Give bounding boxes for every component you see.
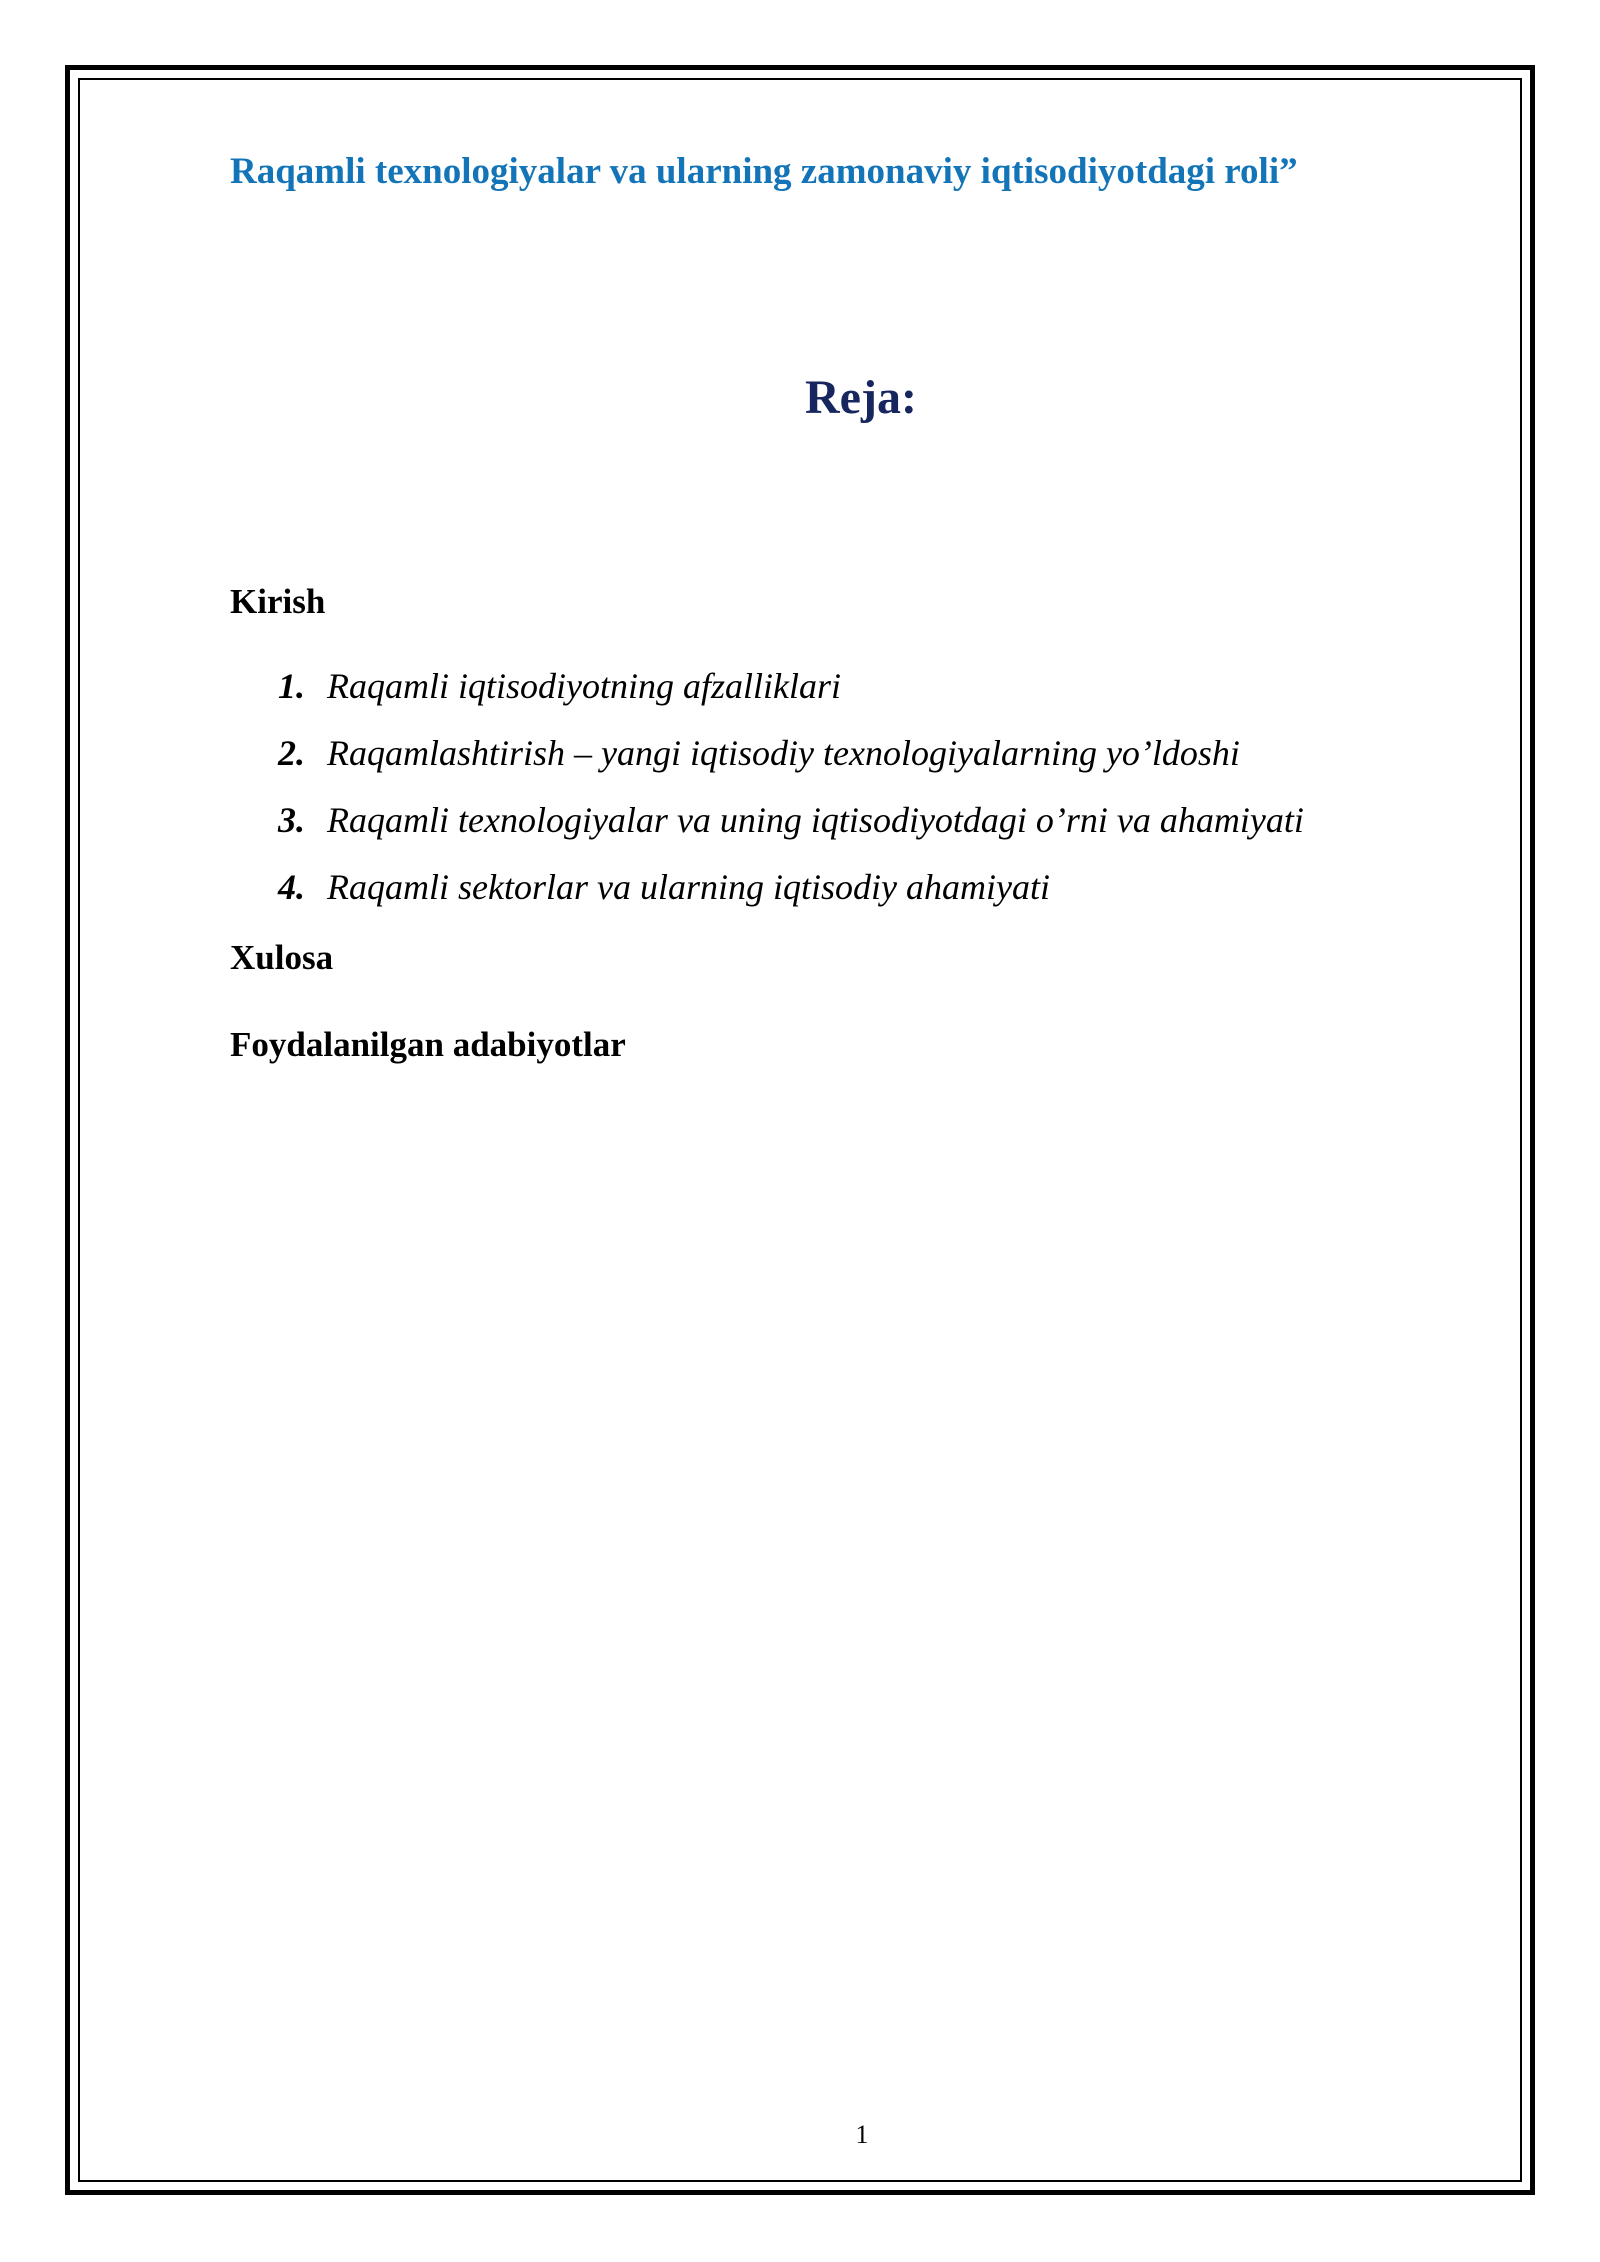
plan-item-number: 1. <box>278 666 305 706</box>
plan-item-text: Raqamlashtirish – yangi iqtisodiy texnologiyalarning yo’ldoshi <box>327 733 1240 773</box>
plan-item-number: 3. <box>278 800 305 840</box>
conclusion-heading: Xulosa <box>230 938 334 977</box>
plan-item-text: Raqamli texnologiyalar va uning iqtisodiyotdagi o’rni va ahamiyati <box>327 800 1304 840</box>
references-heading: Foydalanilgan adabiyotlar <box>230 1025 626 1064</box>
plan-item <box>278 799 1304 866</box>
plan-item <box>278 866 1304 933</box>
plan-item-number: 2. <box>278 733 305 773</box>
plan-item-text: Raqamli iqtisodiyotning afzalliklari <box>327 666 842 706</box>
document-title: Raqamli texnologiyalar va ularning zamonaviy iqtisodiyotdagi roli” <box>230 151 1298 192</box>
plan-list <box>278 665 1304 933</box>
plan-item-number: 4. <box>278 867 305 907</box>
page-border-inner <box>78 78 1522 2182</box>
plan-item-text: Raqamli sektorlar va ularning iqtisodiy ahamiyati <box>327 867 1050 907</box>
plan-item <box>278 732 1304 799</box>
page-number: 1 <box>855 2120 869 2149</box>
plan-item <box>278 665 1304 732</box>
intro-heading: Kirish <box>230 582 326 621</box>
plan-heading: Reja: <box>805 371 917 424</box>
